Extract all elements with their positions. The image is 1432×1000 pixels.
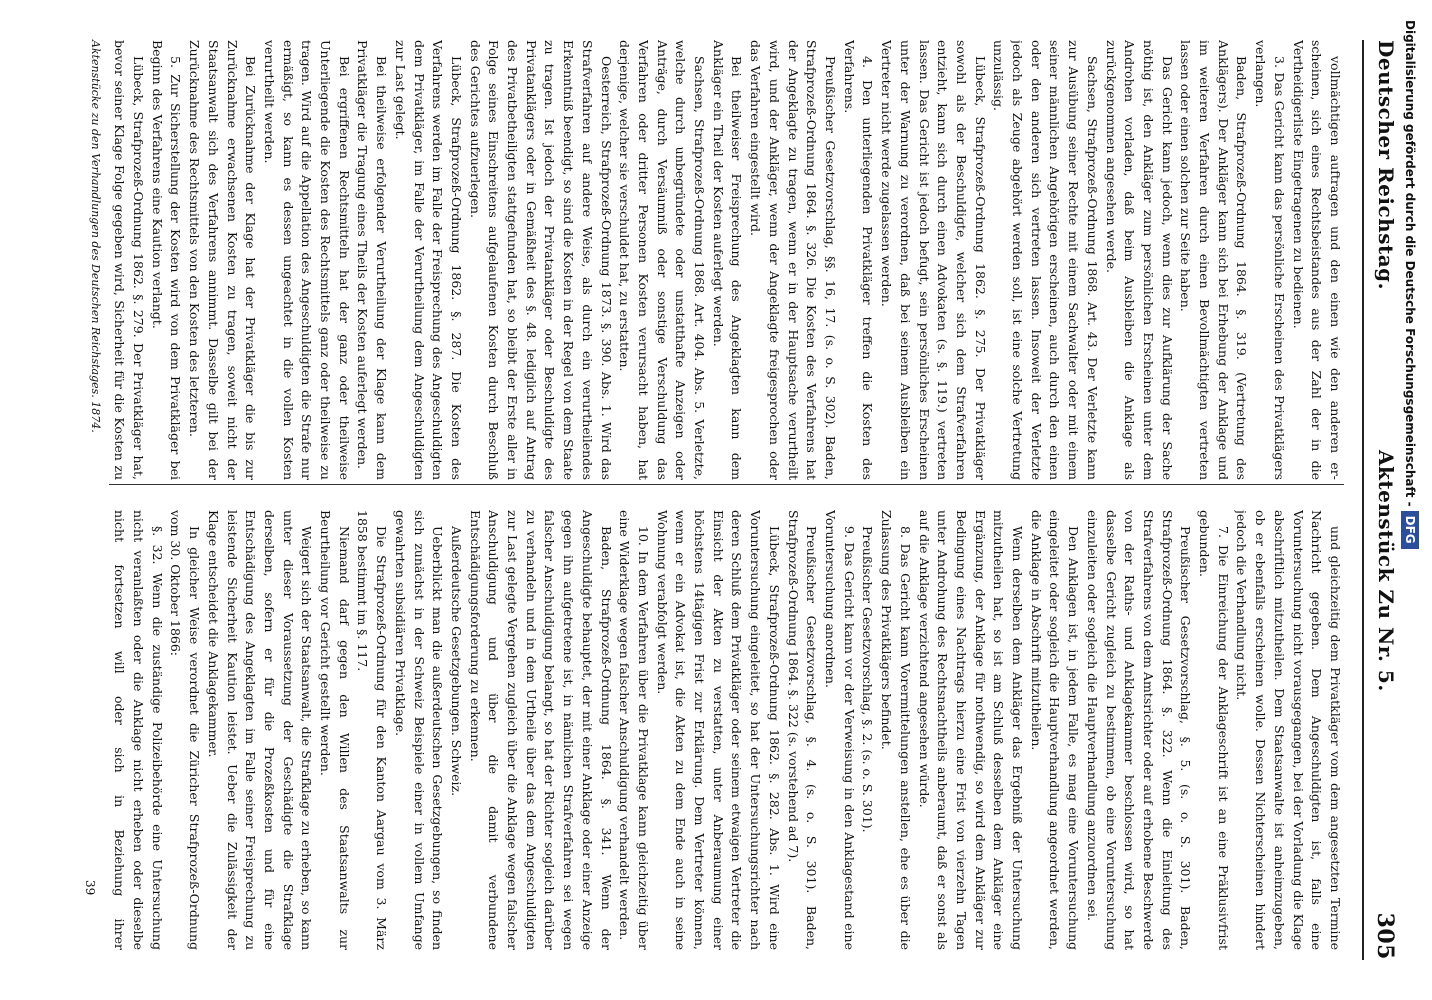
paragraph: Niemand darf gegen den Willen des Staatsanwalts zur Beurtheilung vor Gericht gestellt werden. <box>318 510 352 950</box>
paragraph: Oesterreich, Strafprozeß-Ordnung 1873. §. 390. Abs. 1. Wird das Strafverfahren auf andere Weise, als durch ein verurtheilendes Erkenntniß beendigt, so sind die Kosten in der Regel von dem Staate zu tragen. Ist jedoch der Privatankläger oder Beschuldigte des Privatanklägers oder in Gemäßheit des §. 48. lediglich auf Antrag des Privatbetheiligten stattgefunden hat, so bleibt der Erste aller in Folge seines Einschreitens aufgelaufenen Kosten durch Beschluß des Gerichtes aufzuerlegen. <box>467 40 614 480</box>
paragraph: 5. Zur Sicherstellung der Kosten wird von dem Privatkläger bei Beginn des Verfahrens eine Kaution verlangt. <box>149 40 184 480</box>
paragraph: Preußischer Gesetzvorschlag, §§. 16, 17. (s. o. S. 302). Baden, Strafprozeß-Ordnung 1864. §. 326. Die Kosten des Verfahrens hat der Angeklagte zu tragen, wenn er in der Hauptsache verurtheilt wird, und der Ankläger, wenn der Angeklagte freigesprochen oder das Verfahren eingestellt wird. <box>748 40 839 480</box>
right-text-column <box>109 510 1344 950</box>
column-divider <box>109 484 1344 485</box>
signature-mark: 39 <box>83 880 97 896</box>
paragraph: Lübeck, Strafprozeß-Ordnung 1862. §. 282. Abs. 1. Wird eine Voruntersuchung eingeleitet, so hat der Untersuchungsrichter nach deren Schluß dem Privatkläger oder seinem etwaigen Vertreter die Einsicht der Akten zu verstatten, unter Anberaumung einer höchstens 14tägigen Frist zur Erklärung. Dem Vertreter können, wenn er ein Advokat ist, die Akten zu dem Ende auch in seine Wohnung verabfolgt werden. <box>654 510 782 950</box>
paragraph: 7. Die Einreichung der Anklageschrift ist an eine Präklusivfrist gebunden. <box>1197 510 1231 950</box>
paragraph: Baden, Strafprozeß-Ordnung 1864. §. 341. Wenn der Angeschuldigte behauptet, der mit einer Anklage oder einer Anzeige gegen ihn aufgetretene ist, in nämlichen Strafverfahren sei wegen falscher Anschuldigung belangt, so hat der Richter sogleich darüber zu verhandeln und in dem Urtheile über das dem Angeschuldigten zur Last gelegte Vergehen zugleich über die Anklage wegen falscher Anschuldigung und über die damit verbundene Entschädigungsforderung zu erkennen. <box>467 510 614 950</box>
page-number: 305 <box>1372 912 1398 960</box>
paragraph: vollmächtigen auftragen und den einen wie den anderen er-scheinen, sich eines Rechtsbeistandes aus der Zahl der in die Vertheidigerliste Eingetragenen zu bedienen. <box>1290 40 1343 480</box>
paragraph: Bei ergriffenen Rechtsmitteln hat der ganz oder theilweise Unterliegende die Kosten des Rechtsmittels ganz oder theilweise zu tragen. Wird auf die Appellation des Angeschuldigten die Strafe nur ermäßigt, so kann es dessen ungeachtet in die vollen Kosten verurtheilt werden. <box>261 40 352 480</box>
paragraph: 9. Das Gericht kann vor der Verweisung in den Anklagestand eine Voruntersuchung anordnen. <box>823 510 857 950</box>
paragraph: 4. Den unterliegenden Privatkläger treffen die Kosten des Verfahrens. <box>841 40 876 480</box>
paragraph: 8. Das Gericht kann Vorermittelungen anstellen, ehe es über die Zulassung des Privatklägers befindet. <box>879 510 913 950</box>
paragraph: Bei theilweiser Freisprechung des Angeklagten kann dem Ankläger ein Theil der Kosten auferlegt werden. <box>710 40 745 480</box>
left-text-column <box>109 40 1344 480</box>
paragraph: und gleichzeitig dem Privatkläger vom dem angesetzten Termine Nachricht gegeben. Dem Angeschuldigten ist, falls eine Voruntersuchung nicht vorausgegangen, bei der Vorladung die Klage abschriftlich mitzutheilen. Dem Staatsanwalte ist anheimzugeben, ob er ebenfalls erscheinen wolle. Dessen Nichterscheinen hindert jedoch die Verhandlung nicht. <box>1234 510 1343 950</box>
paragraph: Preußischer Gesetzvorschlag, §. 2. (s. o. S. 301). <box>860 526 876 833</box>
header-document-number: Aktenstück Zu Nr. 5. <box>1374 450 1398 692</box>
page-footer: Aktenstücke zu den Verhandlungen des Deutschen Reichstages. 1874. <box>89 40 102 433</box>
paragraph: Preußischer Gesetzvorschlag, §. 5. (s. o. S. 301). Baden, Strafprozeß-Ordnung 1864. §. 322. Wenn die Einleitung des Strafverfahrens von dem Amtsrichter oder auf erhobene Beschwerde von der Raths- und Anklagekammer beschlossen wird, so hat dasselbe Gericht zugleich zu bestimmen, ob eine Voruntersuchung einzuleiten oder sogleich die Hauptverhandlung anzuordnen sei. <box>1084 510 1194 950</box>
paragraph: Lübeck, Strafprozeß-Ordnung 1862. §. 275. Der Privatkläger sowohl als der Beschuldigte, welcher sich dem Strafverfahren entzieht, kann sich durch einen Advokaten (s. §. 119.) vertreten lassen. Das Gericht ist jedoch befugt, sein persönliches Erscheinen unter der Warnung zu verordnen, daß bei seinem Ausbleiben ein Vertreter nicht werde zugelassen werden. <box>879 40 988 480</box>
paragraph: Sachsen, Strafprozeß-Ordnung 1868. Art. 404. Abs. 5. Verletzte, welche durch unbegründete oder unstatthafte Anzeigen oder Anträge, durch Versäumniß oder sonstige Verschuldung das Verfahren oder dritter Personen Kosten verursacht haben, hat derjenige, welcher sie verschuldet hat, zu erstatten. <box>617 40 708 480</box>
paragraph: Ueberblickt man die außerdeutschen Gesetzgebungen, so finden sich zunächst in der Schweiz Beispiele einer in vollem Umfange gewahrten subsidiären Privatklage. <box>392 510 446 950</box>
paragraph: Weigert sich der Staatsanwalt, die Strafklage zu erheben, so kann unter dieser Voraussetzung der Geschädigte die Strafklage derselben, sofern er für die Prozeßkosten und für eine Entschädigung des Angeklagten im Falle seiner Freisprechung zu leistende Sicherheit Kaution leistet. Ueber die Zulässigkeit der Klage entscheidet die Anklagekammer. <box>205 510 315 950</box>
paragraph: In gleicher Weise verordnet die Züricher Strafprozeß-Ordnung vom 30. Oktober 1866: <box>168 510 203 950</box>
paragraph: Außerdeutsche Gesetzgebungen. Schweiz. <box>448 526 464 797</box>
digitization-text: Digitalisierung gefördert durch die Deutsche Forschungsgemeinschaft - <box>1403 20 1417 507</box>
paragraph: Lübeck, Strafprozeß-Ordnung 1862. §. 287. Die Kosten des Verfahrens werden im Falle der Freisprechung des Angeschuldigten dem Privatkläger, im Falle der Verurtheilung dem Angeschuldigten zur Last gelegt. <box>392 40 464 480</box>
paragraph: Bei Zurücknahme der Klage hat der Privatkläger die bis zur Zurücknahme erwachsenen Kosten zu tragen, soweit nicht der Staatsanwalt sich des Verfahrens annimmt. Dasselbe gilt bei der Zurücknahme des Rechtsmittels von den Kosten des letzteren. <box>187 40 259 480</box>
paragraph: Lübeck, Strafprozeß-Ordnung 1862. §. 279. Der Privatkläger hat, bevor seiner Klage Folge gegeben wird, Sicherheit für die Kosten zu <box>112 40 146 480</box>
paragraph: Wenn derselben dem Ankläger das Ergebniß der Untersuchung mitzutheilen hat, so ist am Schluß desselben dem Ankläger eine Ergänzung, der Anklage für nothwendig, so wird dem Ankläger zur Bedingung eines Nachtrags hierzu eine Frist von vierzehn Tagen unter Androhung des Rechtsnachtheils anberaumt, daß er sonst als auf die Anklage verzichtend angesehen würde. <box>916 510 1026 950</box>
paragraph: Den Anklagen ist, in jedem Falle, es mag eine Voruntersuchung eingeleitet oder sogleich die Hauptverhandlung angeordnet werden, die Anklage in Abschrift mitzutheilen. <box>1028 510 1082 950</box>
paragraph: Preußischer Gesetzvorschlag, §. 4. (s. o. S. 301). Baden, Strafprozeß-Ordnung 1864. §. 322 (s. vorstehend ad 7). <box>785 510 820 950</box>
paragraph: Das Gericht kann jedoch, wenn dies zur Aufklärung der Sache nöthig ist, den Ankläger zum persönlichen Erscheinen unter dem Androhen vorladen, daß beim Ausbleiben die Anklage als zurückgenommen angesehen werde. <box>1103 40 1175 480</box>
paragraph: 10. In dem Verfahren über die Privatklage kann gleichzeitig über eine Widerklage wegen falscher Anschuldigung verhandelt werden. <box>617 510 651 950</box>
paragraph: Die Strafprozeß-Ordnung für den Kanton Aargau vom 3. März 1858 bestimmt im §. 117. <box>355 510 390 950</box>
dfg-badge: DFG <box>1401 511 1419 549</box>
digitization-note <box>1395 20 1425 580</box>
paragraph: §. 32. Wenn die zuständige Polizeibehörde eine Untersuchung nicht veranlaßten oder die Anklage nicht erheben oder dieselbe nicht fortsetzen will oder sich in Beziehung ihrer <box>112 510 165 950</box>
header-title: Deutscher Reichstag. <box>1374 40 1398 291</box>
paragraph: 3. Das Gericht kann das persönliche Erscheinen des Privatklägers verlangen. <box>1253 40 1287 480</box>
paragraph: Baden, Strafprozeß-Ordnung 1864. §. 319. (Vertretung des Anklägers). Der Ankläger kann sich bei Erhebung der Anklage und im weiteren Verfahren durch einen Bevollmächtigten vertreten lassen oder einen solchen zur Seite haben. <box>1178 40 1250 480</box>
paragraph: Sachsen, Strafprozeß-Ordnung 1868. Art. 43. Der Verletzte kann zur Ausübung seiner Rechte mit einem Sachwalter oder mit einem seiner männlichen Angehörigen erscheinen, auch durch den einen oder den anderen sich vertreten lassen. Insoweit der Verletzte jedoch als Zeuge abgehört werden soll, ist eine solche Vertretung unzulässig. <box>991 40 1100 480</box>
paragraph: Bei theilweise erfolgender Verurtheilung der Klage kann dem Privatkläger die Tragung eines Theils der Kosten auferlegt werden. <box>355 40 390 480</box>
